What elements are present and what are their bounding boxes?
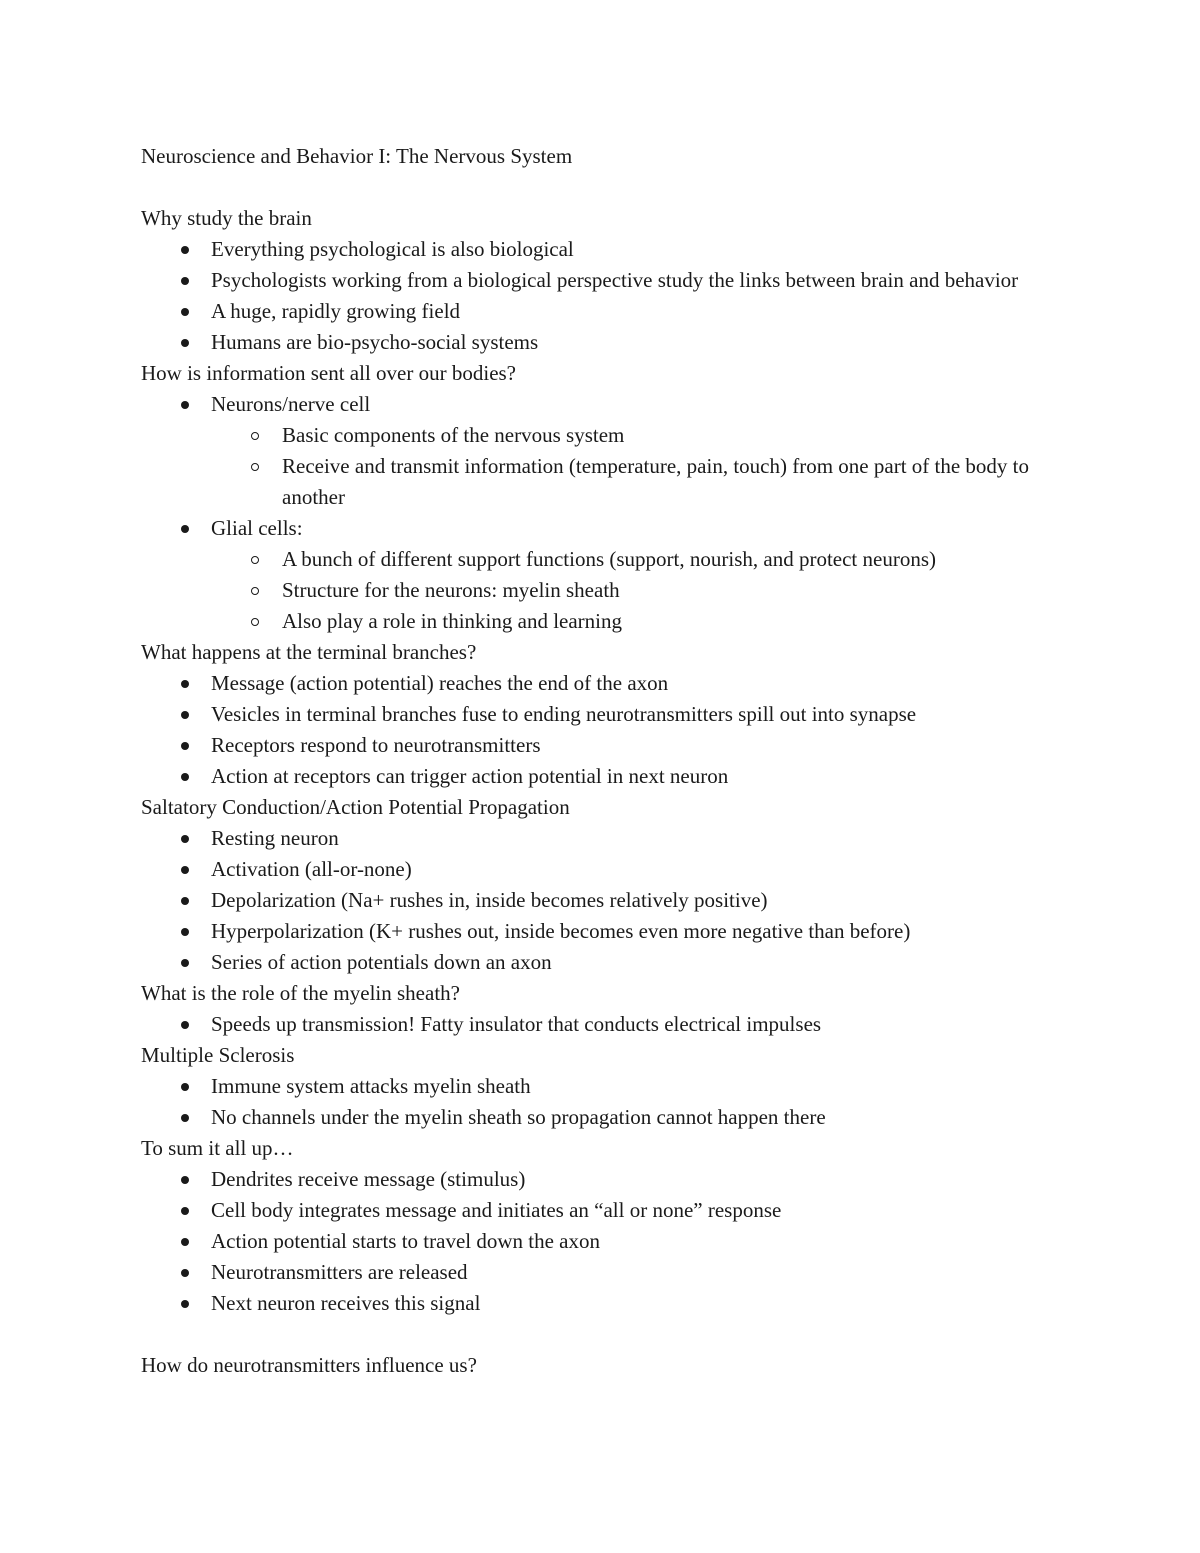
- list-item: [141, 327, 1061, 358]
- bullet-dot-icon: [181, 1021, 189, 1029]
- list-item-text: Everything psychological is also biological: [211, 237, 574, 261]
- bullet-dot-icon: [181, 897, 189, 905]
- final-heading: How do neurotransmitters influence us?: [141, 1353, 477, 1377]
- section-heading: To sum it all up…: [141, 1136, 294, 1160]
- list-item: [141, 668, 1061, 699]
- list-item-text: Hyperpolarization (K+ rushes out, inside becomes even more negative than before): [211, 919, 911, 943]
- bullet-list: [141, 1164, 1061, 1319]
- list-item-text: Neurotransmitters are released: [211, 1260, 468, 1284]
- list-item: [141, 854, 1061, 885]
- section: [141, 358, 1061, 637]
- list-item-text: Depolarization (Na+ rushes in, inside becomes relatively positive): [211, 888, 768, 912]
- list-item-text: Cell body integrates message and initiates an “all or none” response: [211, 1198, 782, 1222]
- sub-list-item: [211, 451, 1061, 513]
- bullet-list: [141, 1071, 1061, 1133]
- section: [141, 1133, 1061, 1319]
- blank-line: [141, 1319, 1061, 1350]
- bullet-list: [141, 1009, 1061, 1040]
- list-item-text: Vesicles in terminal branches fuse to ending neurotransmitters spill out into synapse: [211, 702, 917, 726]
- bullet-dot-icon: [181, 835, 189, 843]
- list-item-text: Neurons/nerve cell: [211, 392, 371, 416]
- section: [141, 978, 1061, 1040]
- sub-list-item: [211, 575, 1061, 606]
- bullet-dot-icon: [181, 1269, 189, 1277]
- list-item: [141, 699, 1061, 730]
- list-item-text: Immune system attacks myelin sheath: [211, 1074, 531, 1098]
- bullet-dot-icon: [181, 959, 189, 967]
- document-content: [141, 141, 1061, 1381]
- section: [141, 1040, 1061, 1133]
- sub-list-item-text: Receive and transmit information (temperature, pain, touch) from one part of the body to another: [282, 454, 1030, 509]
- sub-bullet-list: [211, 544, 1061, 637]
- list-item: [141, 1288, 1061, 1319]
- list-item: [141, 823, 1061, 854]
- list-item: [141, 1226, 1061, 1257]
- list-item: [141, 1164, 1061, 1195]
- bullet-circle-icon: [251, 618, 259, 626]
- sections: [141, 203, 1061, 1319]
- bullet-dot-icon: [181, 1083, 189, 1091]
- bullet-circle-icon: [251, 587, 259, 595]
- sub-list-item-text: Structure for the neurons: myelin sheath: [282, 578, 620, 602]
- bullet-circle-icon: [251, 463, 259, 471]
- bullet-list: [141, 823, 1061, 978]
- bullet-dot-icon: [181, 1114, 189, 1122]
- list-item: [141, 389, 1061, 513]
- list-item-text: Psychologists working from a biological perspective study the links between brain and behavior: [211, 268, 1019, 292]
- bullet-dot-icon: [181, 773, 189, 781]
- list-item-text: Series of action potentials down an axon: [211, 950, 552, 974]
- list-item: [141, 1071, 1061, 1102]
- list-item: [141, 265, 1061, 296]
- section-heading: Saltatory Conduction/Action Potential Propagation: [141, 795, 570, 819]
- list-item-text: Message (action potential) reaches the end of the axon: [211, 671, 669, 695]
- list-item: [141, 885, 1061, 916]
- sub-list-item-text: A bunch of different support functions (support, nourish, and protect neurons): [282, 547, 936, 571]
- list-item: [141, 1257, 1061, 1288]
- list-item: [141, 761, 1061, 792]
- list-item: [141, 234, 1061, 265]
- bullet-dot-icon: [181, 1238, 189, 1246]
- sub-list-item-text: Also play a role in thinking and learning: [282, 609, 623, 633]
- bullet-dot-icon: [181, 246, 189, 254]
- section-heading: What happens at the terminal branches?: [141, 640, 477, 664]
- list-item-text: A huge, rapidly growing field: [211, 299, 461, 323]
- section: [141, 637, 1061, 792]
- list-item: [141, 1195, 1061, 1226]
- list-item-text: Activation (all-or-none): [211, 857, 412, 881]
- list-item-text: Dendrites receive message (stimulus): [211, 1167, 526, 1191]
- bullet-dot-icon: [181, 277, 189, 285]
- sub-list-item: [211, 544, 1061, 575]
- section: [141, 792, 1061, 978]
- list-item-text: Speeds up transmission! Fatty insulator that conducts electrical impulses: [211, 1012, 822, 1036]
- bullet-dot-icon: [181, 1300, 189, 1308]
- bullet-dot-icon: [181, 742, 189, 750]
- list-item-text: Glial cells:: [211, 516, 303, 540]
- bullet-dot-icon: [181, 680, 189, 688]
- list-item-text: Action potential starts to travel down the axon: [211, 1229, 600, 1253]
- list-item-text: Humans are bio-psycho-social systems: [211, 330, 539, 354]
- bullet-list: [141, 234, 1061, 358]
- bullet-dot-icon: [181, 525, 189, 533]
- bullet-dot-icon: [181, 866, 189, 874]
- list-item-text: Receptors respond to neurotransmitters: [211, 733, 541, 757]
- bullet-list: [141, 668, 1061, 792]
- list-item: [141, 916, 1061, 947]
- bullet-circle-icon: [251, 432, 259, 440]
- list-item: [141, 513, 1061, 637]
- section-heading: Multiple Sclerosis: [141, 1043, 295, 1067]
- bullet-dot-icon: [181, 711, 189, 719]
- section-heading: How is information sent all over our bodies?: [141, 361, 517, 385]
- list-item-text: No channels under the myelin sheath so propagation cannot happen there: [211, 1105, 826, 1129]
- section: [141, 203, 1061, 358]
- list-item: [141, 1102, 1061, 1133]
- sub-list-item: [211, 606, 1061, 637]
- document-title: Neuroscience and Behavior I: The Nervous System: [141, 144, 573, 168]
- bullet-list: [141, 389, 1061, 637]
- blank-line: [141, 172, 1061, 203]
- bullet-dot-icon: [181, 401, 189, 409]
- list-item: [141, 730, 1061, 761]
- sub-list-item-text: Basic components of the nervous system: [282, 423, 625, 447]
- list-item-text: Next neuron receives this signal: [211, 1291, 481, 1315]
- bullet-dot-icon: [181, 339, 189, 347]
- list-item-text: Resting neuron: [211, 826, 339, 850]
- section-heading: Why study the brain: [141, 206, 312, 230]
- bullet-circle-icon: [251, 556, 259, 564]
- bullet-dot-icon: [181, 928, 189, 936]
- sub-list-item: [211, 420, 1061, 451]
- section-heading: What is the role of the myelin sheath?: [141, 981, 460, 1005]
- list-item: [141, 947, 1061, 978]
- sub-bullet-list: [211, 420, 1061, 513]
- bullet-dot-icon: [181, 1176, 189, 1184]
- list-item: [141, 296, 1061, 327]
- bullet-dot-icon: [181, 1207, 189, 1215]
- list-item: [141, 1009, 1061, 1040]
- list-item-text: Action at receptors can trigger action potential in next neuron: [211, 764, 729, 788]
- bullet-dot-icon: [181, 308, 189, 316]
